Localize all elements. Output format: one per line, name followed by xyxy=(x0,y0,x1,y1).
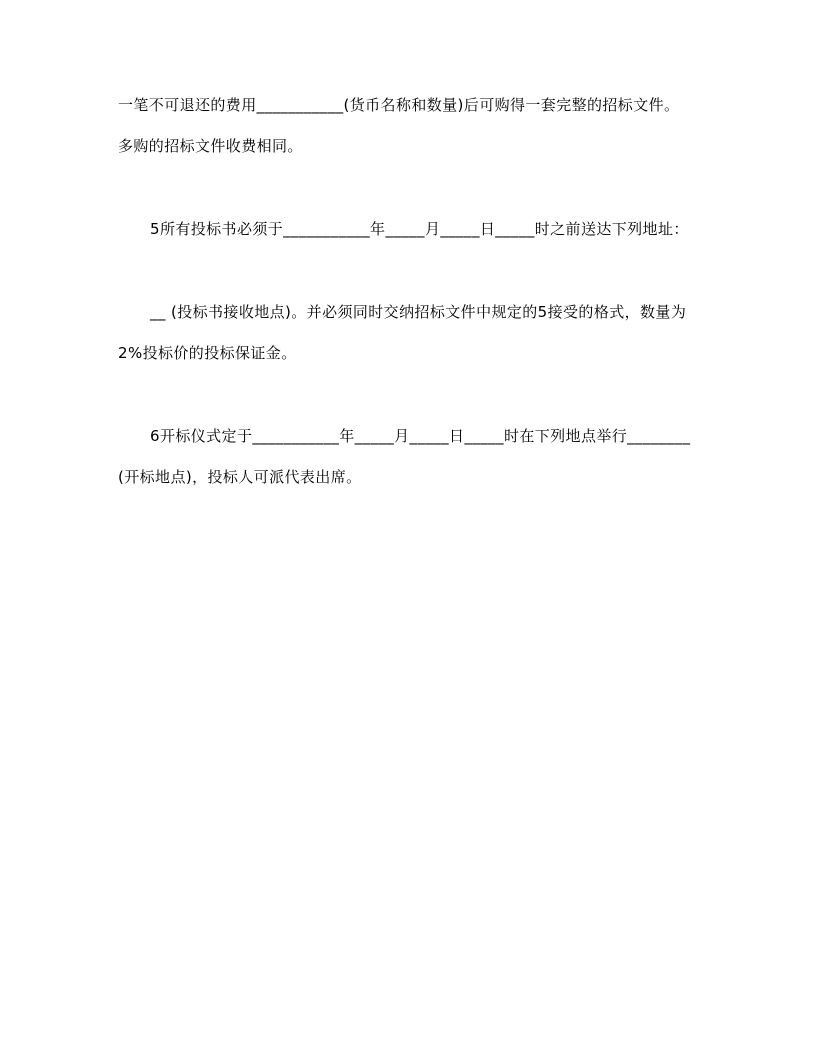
paragraph-bid-deadline-clause xyxy=(118,209,716,250)
text-line: 多购的招标文件收费相同。 xyxy=(118,137,303,155)
paragraph-fee-clause xyxy=(118,85,716,167)
paragraph-bid-security-clause xyxy=(118,292,716,374)
text-line: __ (投标书接收地点)。并必须同时交纳招标文件中规定的5接受的格式，数量为 xyxy=(150,303,687,321)
text-line: (开标地点)，投标人可派代表出席。 xyxy=(118,468,362,486)
text-line: 6开标仪式定于___________年_____月_____日_____时在下列地点举行________ xyxy=(150,427,691,445)
text-line: 一笔不可退还的费用___________(货币名称和数量)后可购得一套完整的招标文件。 xyxy=(118,96,680,114)
document-content xyxy=(118,85,716,540)
text-line: 2%投标价的投标保证金。 xyxy=(118,344,297,362)
paragraph-bid-opening-clause xyxy=(118,416,716,498)
text-line: 5所有投标书必须于___________年_____月_____日_____时之前送达下列地址： xyxy=(150,220,689,238)
